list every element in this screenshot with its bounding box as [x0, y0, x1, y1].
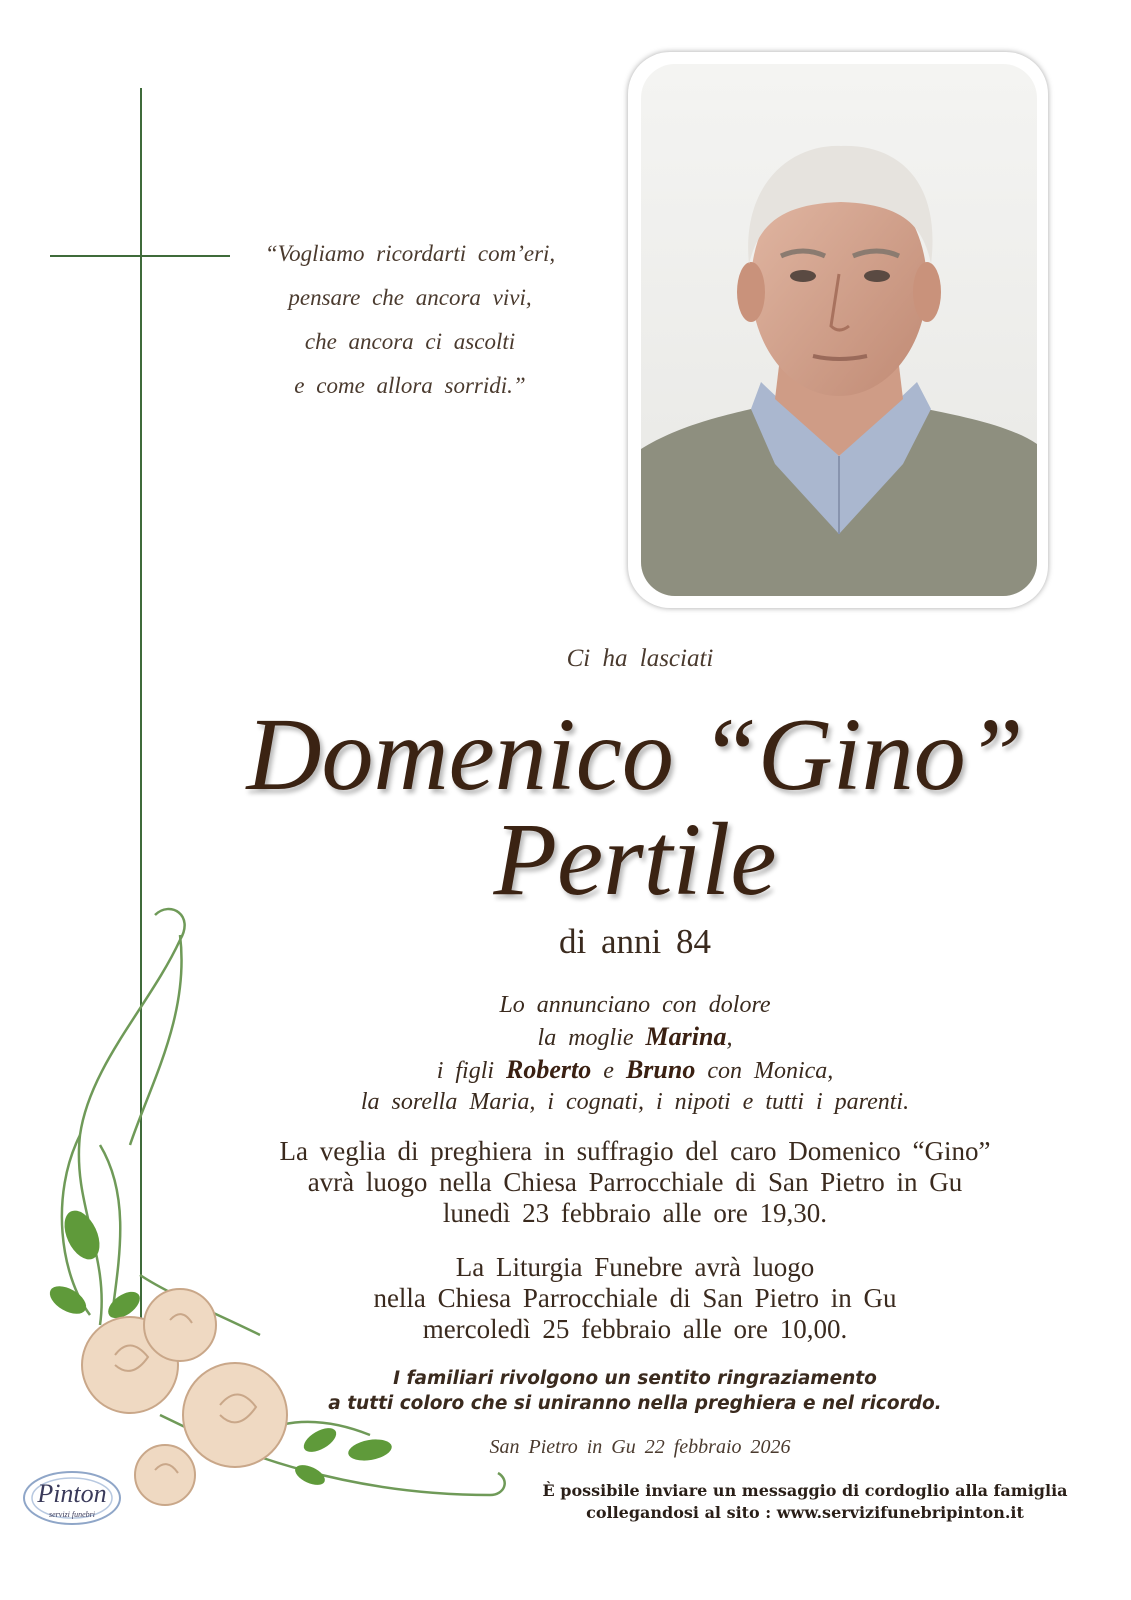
- rose-illustration: [20, 895, 520, 1535]
- thanks-line: I familiari rivolgono un sentito ringraziamento: [393, 1368, 877, 1389]
- vigil-line: lunedì 23 febbraio alle ore 19,30.: [442, 1198, 828, 1228]
- vigil-line: avrà luogo nella Chiesa Parrocchiale di San Pietro in Gu: [307, 1167, 963, 1197]
- funeral-home-logo: [20, 1468, 124, 1530]
- vigil-line: La veglia di preghiera in suffragio del caro Domenico “Gino”: [279, 1136, 991, 1166]
- quote-line: che ancora ci ascolti: [304, 329, 516, 354]
- announcement-text: la moglie: [537, 1025, 646, 1051]
- memorial-quote: [220, 232, 600, 408]
- announcement-text: ,: [726, 1025, 733, 1051]
- relative-name: Roberto: [506, 1055, 592, 1084]
- relative-name: Marina: [645, 1022, 727, 1051]
- pinton-logo: [20, 1468, 124, 1530]
- cross-horizontal-bar: [50, 255, 230, 257]
- announcement-text: e: [591, 1058, 626, 1084]
- deceased-name-first: Domenico “Gino”: [246, 697, 1024, 812]
- quote-line: pensare che ancora vivi,: [288, 285, 532, 310]
- announcement-text: con Monica,: [695, 1058, 834, 1084]
- footer-line: È possibile inviare un messaggio di cordoglio alla famiglia: [542, 1481, 1068, 1500]
- announcement-line: Lo annunciano con dolore: [499, 992, 771, 1018]
- relative-name: Bruno: [625, 1055, 696, 1084]
- quote-line: e come allora sorridi.”: [294, 373, 526, 398]
- thanks-line: a tutti coloro che si uniranno nella preghiera e nel ricordo.: [328, 1393, 942, 1414]
- intro-text: Ci ha lasciati: [566, 645, 714, 672]
- announcement-line: la sorella Maria, i cognati, i nipoti e tutti i parenti.: [360, 1089, 910, 1115]
- funeral-line: La Liturgia Funebre avrà luogo: [455, 1252, 815, 1282]
- funeral-line: nella Chiesa Parrocchiale di San Pietro in Gu: [373, 1283, 897, 1313]
- quote-line: “Vogliamo ricordarti com’eri,: [264, 241, 556, 266]
- place-date: San Pietro in Gu 22 febbraio 2026: [489, 1436, 791, 1458]
- deceased-name-last: Pertile: [493, 802, 777, 917]
- svg-text:Pinton: Pinton: [37, 1479, 107, 1508]
- portrait-photo: [641, 64, 1037, 596]
- rose-decoration: [20, 895, 520, 1535]
- footer-website-line: collegandosi al sito : www.servizifunebripinton.it: [586, 1503, 1024, 1522]
- funeral-line: mercoledì 25 febbraio alle ore 10,00.: [422, 1314, 848, 1344]
- svg-text:servizi funebri: servizi funebri: [49, 1510, 95, 1519]
- announcement-text: i figli: [436, 1058, 507, 1084]
- portrait-illustration: [641, 64, 1037, 596]
- age-text: di anni 84: [559, 922, 711, 961]
- condolence-footer: [505, 1480, 1105, 1524]
